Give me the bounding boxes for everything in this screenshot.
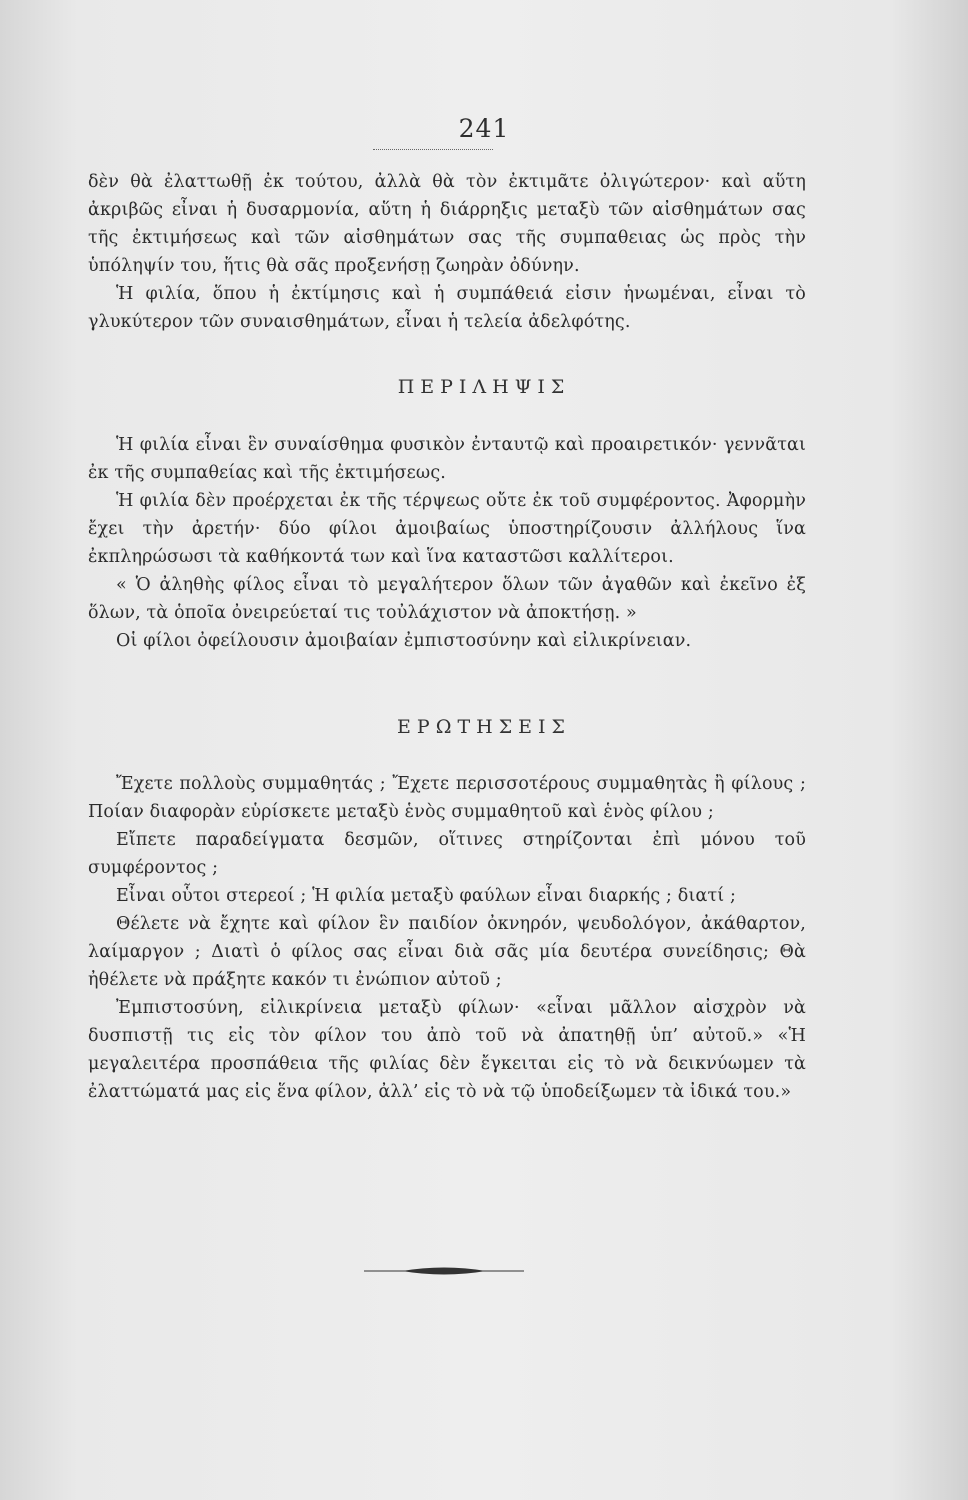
question-paragraph: Εἶναι οὗτοι στερεοί ; Ἡ φιλία μεταξὺ φαύλων εἶναι διαρκής ; διατί ; [116,886,737,906]
summary-quote: « Ὁ ἀληθὴς φίλος εἶναι τὸ μεγαλήτερον ὅλων τῶν ἀγαθῶν καὶ ἐκεῖνο ἐξ ὅλων, τὰ ὁποῖα ὀνειρεύεταί τις τοὐλάχιστον νὰ ἀποκτήσῃ. » [88,575,806,623]
summary-heading: ΠΕΡΙΛΗΨΙΣ [397,376,571,398]
page-number-rule [373,149,493,150]
question-paragraph: Εἴπετε παραδείγματα δεσμῶν, οἵτινες στηρίζονται ἐπὶ μόνου τοῦ συμφέροντος ; [88,830,806,878]
question-paragraph: Θέλετε νὰ ἔχητε καὶ φίλον ἓν παιδίον ὀκνηρόν, ψευδολόγον, ἀκάθαρτον, λαίμαργον ; Διατὶ ὁ φίλος σας εἶναι διὰ σᾶς μία δευτέρα συνείδησις; Θὰ ἠθέλετε νὰ πράξητε κακόν τι ἐνώπιον αὐτοῦ ; [88,914,806,990]
questions-text [88,770,806,1106]
paragraph-friendship-definition: Ἡ φιλία, ὅπου ἡ ἐκτίμησις καὶ ἡ συμπάθειά εἰσιν ἡνωμέναι, εἶναι τὸ γλυκύτερον τῶν συναισθημάτων, εἶναι ἡ τελεία ἀδελφότης. [88,284,806,332]
question-paragraph: Ἐμπιστοσύνη, εἰλικρίνεια μεταξὺ φίλων· «εἶναι μᾶλλον αἰσχρὸν νὰ δυσπιστῇ τις εἰς τὸν φίλον του ἀπὸ τοῦ νὰ ἀπατηθῇ ὑπ’ αὐτοῦ.» «Ἡ μεγαλειτέρα προσπάθεια τῆς φιλίας δὲν ἔγκειται εἰς τὸ νὰ δεικνύωμεν τὰ ἐλαττώματά μας εἰς ἕνα φίλον, ἀλλ’ εἰς τὸ νὰ τῷ ὑποδείξωμεν τὰ ἰδικά του.» [88,998,806,1102]
opening-text [88,168,806,336]
questions-heading: ΕΡΩΤΗΣΕΙΣ [397,716,571,738]
end-ornament [364,1264,524,1278]
question-paragraph: Ἔχετε πολλοὺς συμμαθητάς ; Ἔχετε περισσοτέρους συμμαθητὰς ἢ φίλους ; Ποίαν διαφορὰν εὑρίσκετε μεταξὺ ἑνὸς συμμαθητοῦ καὶ ἑνὸς φίλου ; [88,774,806,822]
summary-paragraph: Οἱ φίλοι ὀφείλουσιν ἀμοιβαίαν ἐμπιστοσύνην καὶ εἰλικρίνειαν. [116,631,692,651]
summary-paragraph: Ἡ φιλία εἶναι ἓν συναίσθημα φυσικὸν ἐνταυτῷ καὶ προαιρετικόν· γεννᾶται ἐκ τῆς συμπαθείας καὶ τῆς ἐκτιμήσεως. [88,435,806,483]
summary-paragraph: Ἡ φιλία δὲν προέρχεται ἐκ τῆς τέρψεως οὔτε ἐκ τοῦ συμφέροντος. Ἀφορμὴν ἔχει τὴν ἀρετήν· δύο φίλοι ἀμοιβαίως ὑποστηρίζουσιν ἀλλήλους ἵνα ἐκπληρώσωσι τὰ καθήκοντά των καὶ ἵνα καταστῶσι καλλίτεροι. [88,491,806,567]
page-number: 241 [458,114,510,143]
paragraph-disharmony: δὲν θὰ ἐλαττωθῇ ἐκ τούτου, ἀλλὰ θὰ τὸν ἐκτιμᾶτε ὀλιγώτερον· καὶ αὕτη ἀκριβῶς εἶναι ἡ δυσαρμονία, αὕτη ἡ διάρρηξις μεταξὺ τῶν αἰσθημάτων σας τῆς ἐκτιμήσεως καὶ τῶν αἰσθημάτων σας τῆς συμπαθειας ὡς πρὸς τὴν ὑπόληψίν του, ἥτις θὰ σᾶς προξενήσῃ ζωηρὰν ὀδύνην. [88,172,806,276]
summary-text [88,431,806,655]
